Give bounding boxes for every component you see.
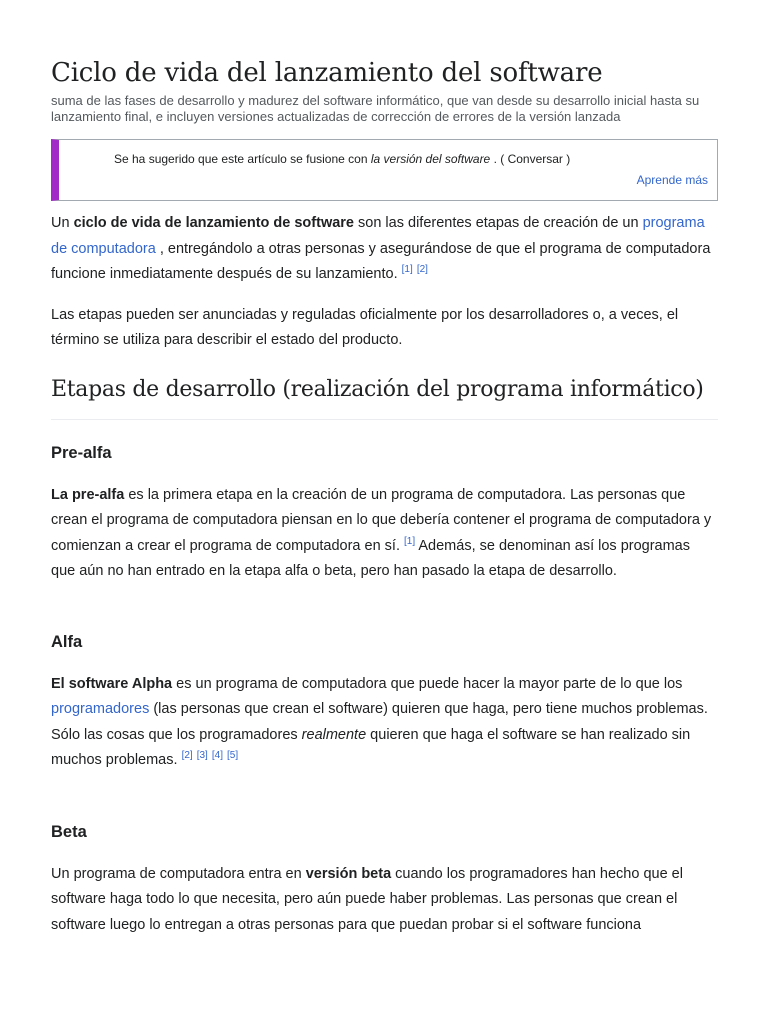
page-subtitle: suma de las fases de desarrollo y madurez del software informático, que van desde su desarrollo inicial hasta su lanzamiento final, e incluyen versiones actualizadas de corrección de errores de la versión lanzada bbox=[51, 93, 700, 124]
citation-5[interactable] bbox=[227, 750, 238, 761]
citation-link[interactable]: [4] bbox=[211, 750, 223, 762]
notice-text-after: . ( Conversar ) bbox=[490, 152, 571, 166]
alfa-term: El software Alpha bbox=[51, 675, 173, 692]
beta-paragraph bbox=[51, 862, 718, 939]
intro-paragraph-2: Las etapas pueden ser anunciadas y reguladas oficialmente por los desarrolladores o, a veces, el término se utiliza para describir el estado del producto. bbox=[51, 306, 679, 348]
intro-term: ciclo de vida de lanzamiento de software bbox=[73, 215, 354, 231]
beta-text: Un programa de computadora entra en bbox=[51, 865, 306, 882]
alfa-text: (las personas que crean el software) quieren que haga, pero tiene muchos problemas. Sólo las cosas que los programadores bbox=[51, 701, 708, 743]
alfa-emphasis: realmente bbox=[301, 726, 367, 743]
citation-1[interactable] bbox=[402, 264, 413, 275]
alfa-text: quieren que haga el software se han realizado sin muchos problemas. bbox=[51, 726, 691, 768]
beta-text: cuando los programadores han hecho que el software haga todo lo que necesita, pero aún puede haber problemas. Las personas que crean el software luego lo entregan a otras personas para que puedan probar si el software funciona bbox=[51, 865, 683, 933]
merge-notice-text bbox=[114, 151, 570, 167]
intro-text: Un bbox=[51, 215, 74, 231]
intro-text: son las diferentes etapas de creación de un bbox=[354, 215, 643, 231]
prealfa-term: La pre-alfa bbox=[51, 486, 125, 503]
learn-more-link[interactable]: Aprende más bbox=[636, 173, 708, 187]
citation-2[interactable] bbox=[182, 750, 193, 761]
citation-1[interactable] bbox=[404, 536, 415, 547]
subsection-heading-beta: Beta bbox=[51, 822, 87, 841]
link-programadores[interactable]: programadores bbox=[51, 701, 150, 717]
alfa-paragraph bbox=[51, 672, 718, 774]
beta-term: versión beta bbox=[305, 865, 392, 882]
intro-text: , entregándolo a otras personas y asegurándose de que el programa de computadora funcione inmediatamente después de su lanzamiento. bbox=[51, 240, 711, 282]
subsection-heading-prealfa: Pre-alfa bbox=[51, 443, 112, 462]
citation-3[interactable] bbox=[197, 750, 208, 761]
subsection-heading-alfa: Alfa bbox=[51, 632, 83, 651]
citation-link[interactable]: [1] bbox=[404, 535, 416, 547]
citation-link[interactable]: [5] bbox=[227, 750, 239, 762]
intro-paragraph-1 bbox=[51, 211, 718, 288]
prealfa-text: Además, se denominan así los programas que aún no han entrado en la etapa alfa o beta, pero han pasado la etapa de desarrollo. bbox=[51, 537, 690, 579]
alfa-text: es un programa de computadora que puede hacer la mayor parte de lo que los bbox=[172, 675, 683, 692]
section-heading-etapas: Etapas de desarrollo (realización del programa informático) bbox=[51, 375, 718, 420]
citation-2[interactable] bbox=[417, 264, 428, 275]
prealfa-text: es la primera etapa en la creación de un programa de computadora. Las personas que crean el programa de computadora piensan en lo que debería contener el programa de computadora y comienzan a crear el programa de computadora en sí. bbox=[51, 486, 712, 554]
citation-4[interactable] bbox=[212, 750, 223, 761]
notice-merge-target: la versión del software bbox=[370, 152, 491, 166]
citation-link[interactable]: [2] bbox=[416, 264, 428, 276]
prealfa-paragraph bbox=[51, 483, 718, 585]
citation-link[interactable]: [1] bbox=[401, 264, 413, 276]
notice-text-before: Se ha sugerido que este artículo se fusione con bbox=[114, 152, 371, 166]
citation-link[interactable]: [3] bbox=[196, 750, 208, 762]
citation-link[interactable]: [2] bbox=[181, 750, 193, 762]
merge-notice bbox=[51, 139, 718, 201]
link-programa-de-computadora[interactable]: programa de computadora bbox=[51, 215, 705, 257]
page-title: Ciclo de vida del lanzamiento del software bbox=[51, 58, 603, 88]
